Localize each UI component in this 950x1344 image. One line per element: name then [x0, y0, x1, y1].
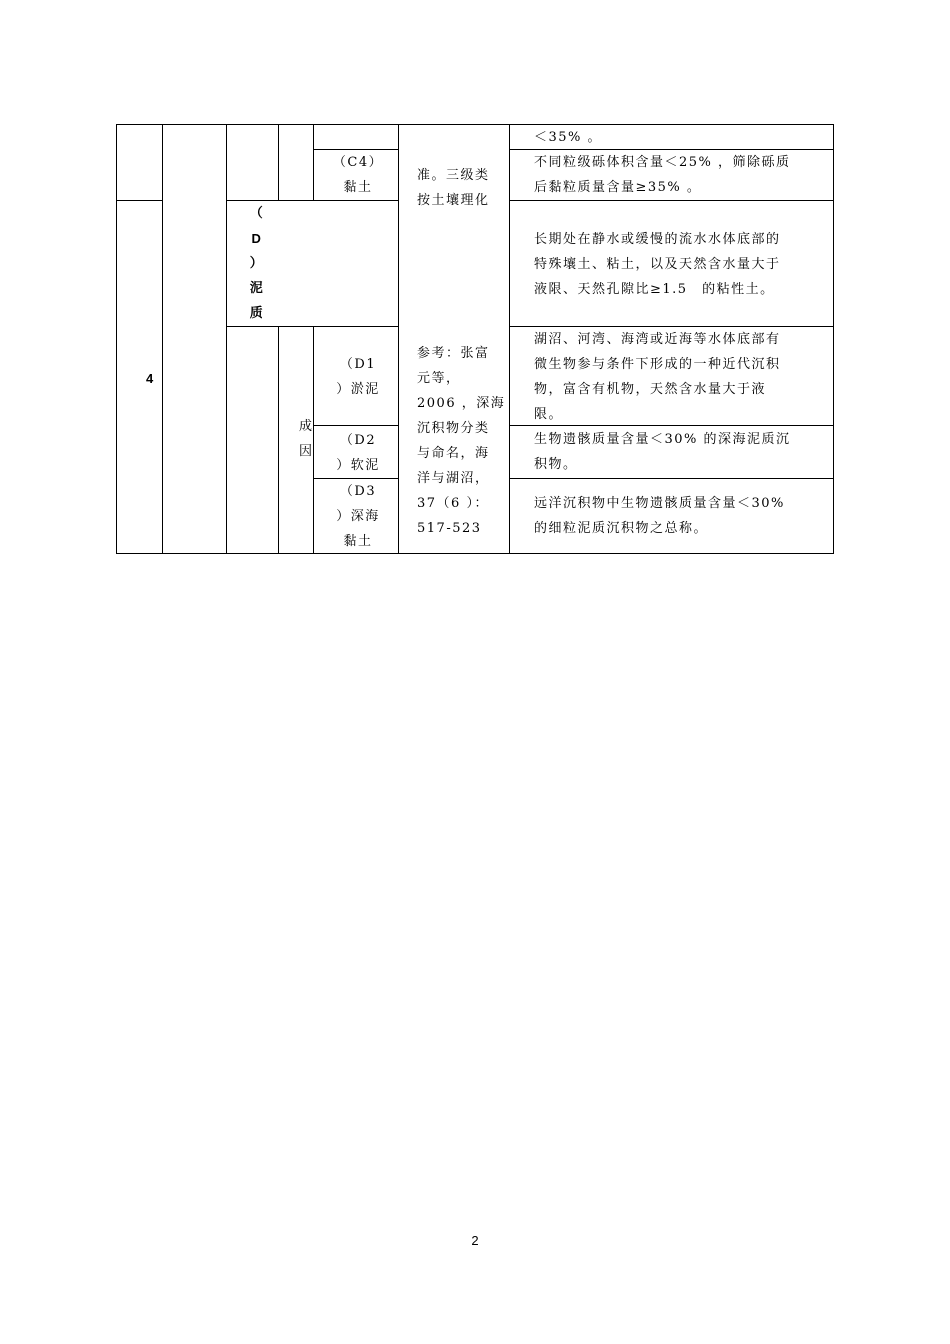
table-border-bottom [116, 553, 834, 554]
page-number: 2 [471, 1233, 479, 1248]
row-number: 4 [146, 371, 155, 386]
table-border-top [116, 124, 834, 125]
